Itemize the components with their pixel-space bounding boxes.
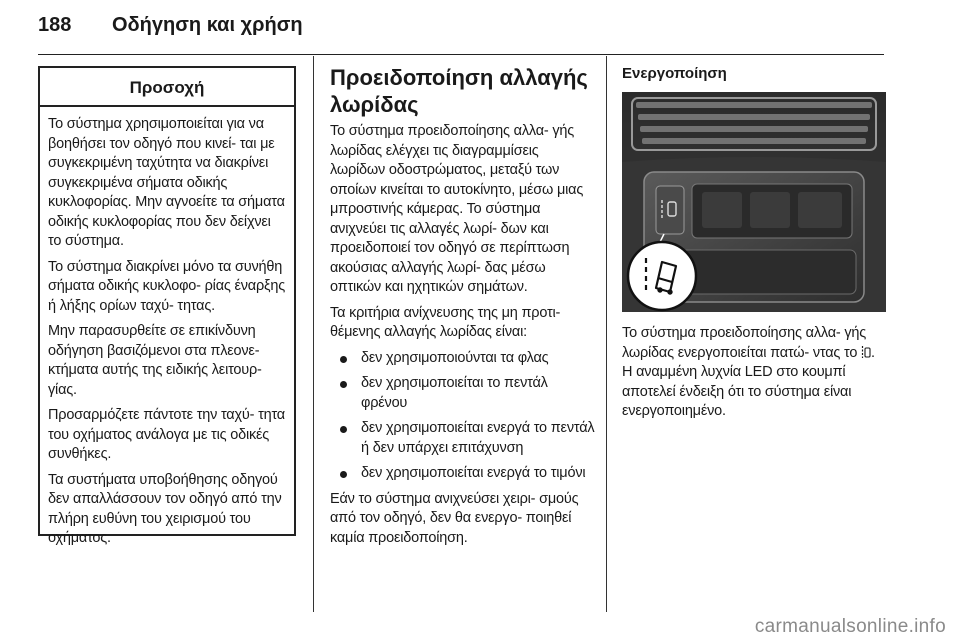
section-intro: Το σύστημα προειδοποίησης αλλα- γής λωρίδας ελέγχει τις διαγραμμίσεις λωρίδων οδοστρώματος, μεταξύ των οποίων κινείται το αυτοκίνητο, μέσω μιας μπροστινής κάμερας. Το σύστημα ανιχνεύει τις αλλαγές λωρί- δων και προειδοποιεί τον οδηγό σε περίπτωση ακούσιας αλλαγής λωρί- δας μέσω οπτικών και ηχητικών σημάτων.	[330, 123, 584, 295]
running-title: Οδήγηση και χρήση	[112, 14, 303, 36]
activation-section	[622, 64, 886, 428]
caution-box	[38, 66, 296, 546]
watermark: carmanualsonline.info	[754, 616, 946, 637]
caution-paragraph: Το σύστημα χρησιμοποιείται για να βοηθήσει τον οδηγό που κινεί- ται με συγκεκριμένη ταχύτητα να διακρίνει συγκεκριμένα σήματα οδικής κυκλοφορίας. Μην αγνοείτε τα σήματα οδικής κυκλοφορίας που δεν δείχνει το σύστημα.	[48, 116, 285, 249]
caution-heading: Προσοχή	[40, 68, 294, 107]
criteria-list	[330, 349, 596, 484]
caution-body	[40, 107, 294, 549]
dashboard-button-photo	[622, 92, 886, 312]
column-divider-right	[606, 56, 607, 612]
page-number: 188	[38, 14, 72, 36]
section-title: Προειδοποίηση αλλαγής λωρίδας	[330, 65, 588, 117]
activation-heading: Ενεργοποίηση	[622, 65, 727, 82]
caution-paragraph: Τα συστήματα υποβοήθησης οδηγού δεν απαλλάσσουν τον οδηγό από την πλήρη ευθύνη του χειρισμού του οχήματος.	[48, 471, 282, 546]
lane-departure-section	[330, 64, 596, 554]
activation-text: Το σύστημα προειδοποίησης αλλα- γής λωρίδας ενεργοποιείται πατώ- ντας το . Η αναμμένη λυχνία LED στο κουμπί αποτελεί ένδειξη ότι το σύστημα είναι ενεργοποιημένο.	[622, 325, 875, 419]
criteria-item: δεν χρησιμοποιείται ενεργά το τιμόνι	[330, 464, 596, 484]
caution-paragraph: Το σύστημα διακρίνει μόνο τα συνήθη σήματα οδικής κυκλοφο- ρίας έναρξης ή λήξης ορίων ταχύ- τητας.	[48, 258, 285, 314]
caution-paragraph: Μην παρασυρθείτε σε επικίνδυνη οδήγηση βασιζόμενοι στα πλεονε- κτήματα αυτής της ειδικής λειτουρ- γίας.	[48, 323, 262, 398]
column-divider-left	[313, 56, 314, 612]
caution-paragraph: Προσαρμόζετε πάντοτε την ταχύ- τητα του οχήματος ανάλογα με τις οδικές συνθήκες.	[48, 407, 285, 462]
criteria-item: δεν χρησιμοποιούνται τα φλας	[330, 349, 596, 369]
page-header	[38, 14, 884, 55]
criteria-item: δεν χρησιμοποιείται το πεντάλ φρένου	[330, 374, 596, 413]
criteria-intro: Τα κριτήρια ανίχνευσης της μη προτι- θέμενης αλλαγής λωρίδας είναι:	[330, 304, 561, 340]
section-closing: Εάν το σύστημα ανιχνεύσει χειρι- σμούς από τον οδηγό, δεν θα ενεργο- ποιηθεί καμία προειδοποίηση.	[330, 490, 579, 546]
criteria-item: δεν χρησιμοποιείται ενεργά το πεντάλ ή δεν υπάρχει επιτάχυνση	[330, 419, 596, 458]
lane-departure-button-icon	[861, 345, 871, 359]
